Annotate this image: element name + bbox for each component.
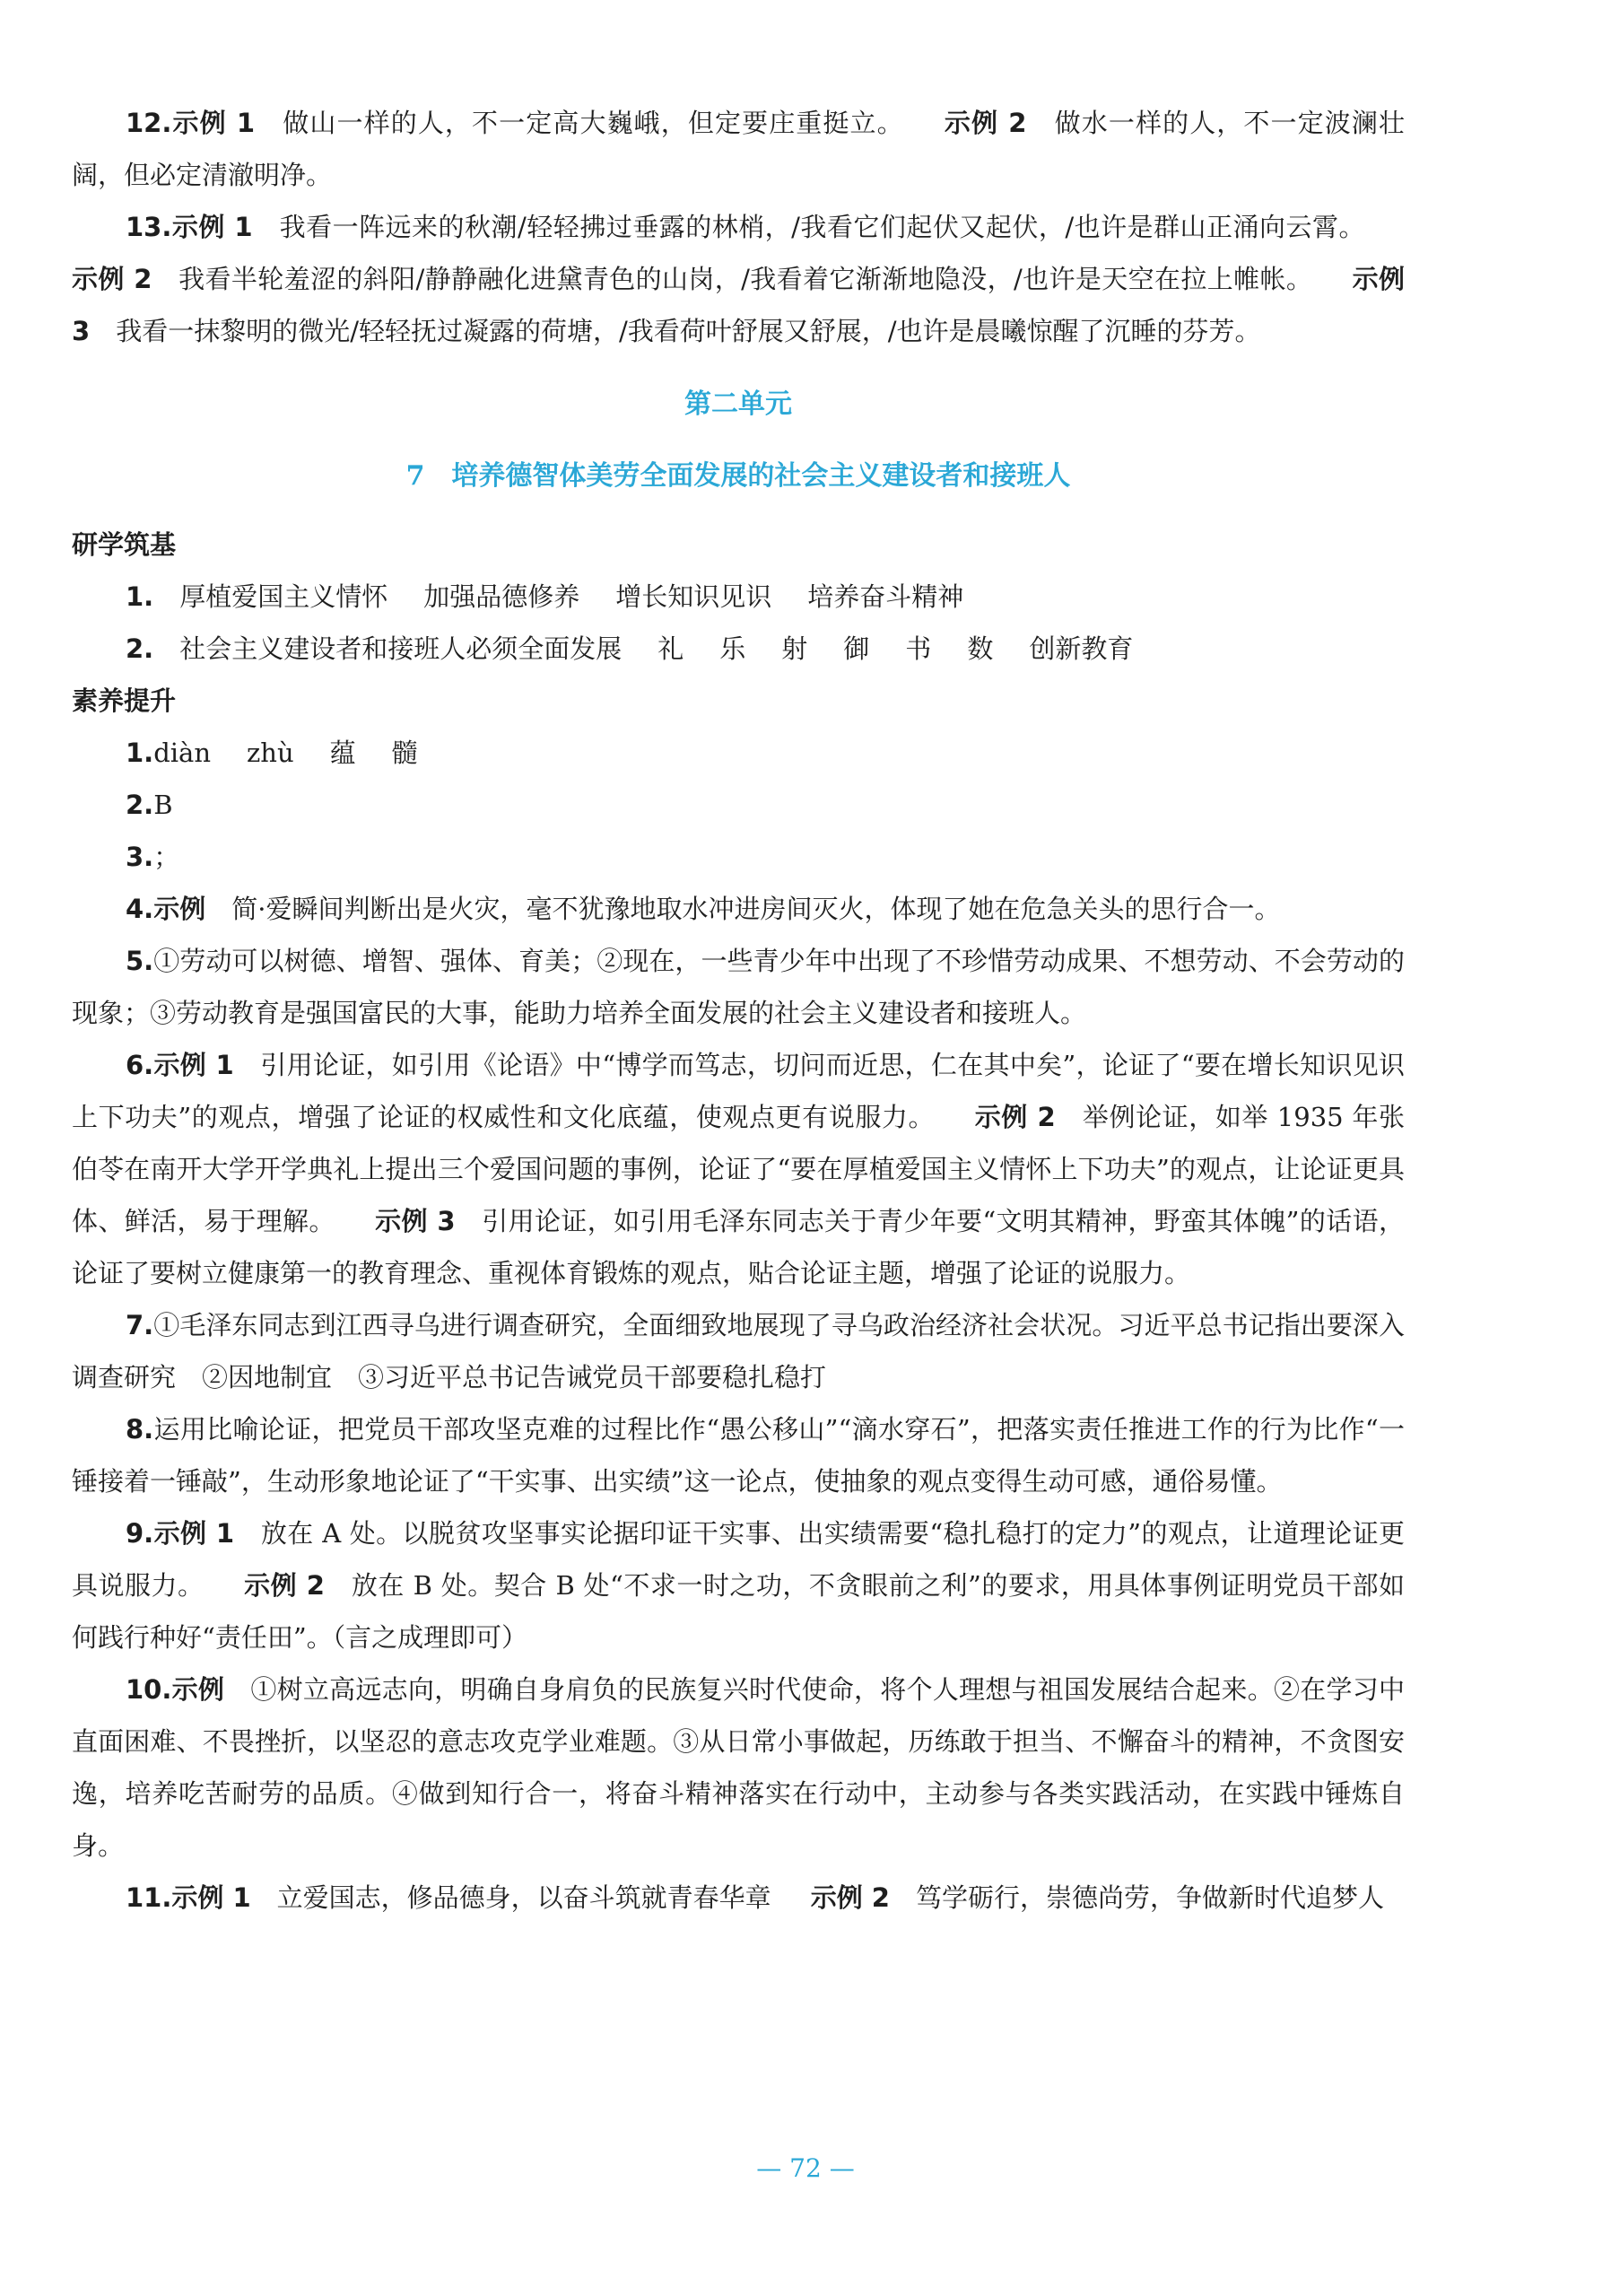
answer-s10: 10.示例 ①树立高远志向，明确自身肩负的民族复兴时代使命，将个人理想与祖国发展结合起来。②在学习中直面困难、不畏挫折，以坚忍的意志攻克学业难题。③从日常小事做起，历练敢于担当、不懈奋斗的精神，不贪图安逸，培养吃苦耐劳的品质。④做到知行合一，将奋斗精神落实在行动中，主动参与各类实践活动，在实践中锤炼自身。: [72, 1674, 1405, 1861]
answer-s7: 7.①毛泽东同志到江西寻乌进行调查研究，全面细致地展现了寻乌政治经济社会状况。习近平总书记指出要深入调查研究 ②因地制宜 ③习近平总书记告诫党员干部要稳扎稳打: [72, 1310, 1405, 1392]
answer-s4: 4.示例 简·爱瞬间判断出是火灾，毫不犹豫地取水冲进房间灭火，体现了她在危急关头的思行合一。: [126, 894, 1281, 924]
section-heading-literacy: 素养提升: [72, 685, 177, 716]
section-heading-research: 研学筑基: [72, 529, 177, 560]
answer-s6: 6.示例 1 引用论证，如引用《论语》中“博学而笃志，切问而近思，仁在其中矣”，论证了“要在增长知识见识上下功夫”的观点，增强了论证的权威性和文化底蕴，使观点更有说服力。 示例 2 举例论证，如举 1935 年张伯苓在南开大学开学典礼上提出三个爱国问题的事例，论证了“要在厚植爱国主义情怀上下功夫”的观点，让论证更具体、鲜活，易于理解。 示例 3 引用论证，如引用毛泽东同志关于青少年要“文明其精神，野蛮其体魄”的话语，论证了要树立健康第一的教育理念、重视体育锻炼的观点，贴合论证主题，增强了论证的说服力。: [72, 1050, 1405, 1288]
answer-s5: 5.①劳动可以树德、增智、强体、育美；②现在，一些青少年中出现了不珍惜劳动成果、不想劳动、不会劳动的现象；③劳动教育是强国富民的大事，能助力培养全面发展的社会主义建设者和接班人。: [72, 946, 1405, 1028]
answer-r2: 2. 社会主义建设者和接班人必须全面发展 礼 乐 射 御 书 数 创新教育: [126, 633, 1134, 664]
answer-s1: 1.diàn zhù 蕴 髓: [126, 738, 418, 768]
unit-title: 第二单元: [684, 388, 792, 420]
page-number: — 72 —: [756, 2153, 855, 2183]
answer-s8: 8.运用比喻论证，把党员干部攻坚克难的过程比作“愚公移山”“滴水穿石”，把落实责任推进工作的行为比作“一锤接着一锤敲”，生动形象地论证了“干实事、出实绩”这一论点，使抽象的观点变得生动可感，通俗易懂。: [72, 1414, 1405, 1497]
lesson-title: 7 培养德智体美劳全面发展的社会主义建设者和接班人: [405, 460, 1071, 492]
answer-s9: 9.示例 1 放在 A 处。以脱贫攻坚事实论据印证干实事、出实绩需要“稳扎稳打的定力”的观点，让道理论证更具说服力。 示例 2 放在 B 处。契合 B 处“不求一时之功，不贪眼前之利”的要求，用具体事例证明党员干部如何践行种好“责任田”。（言之成理即可）: [72, 1518, 1405, 1653]
answer-r1: 1. 厚植爱国主义情怀 加强品德修养 增长知识见识 培养奋斗精神: [126, 581, 964, 612]
answer-s11: 11.示例 1 立爱国志，修品德身，以奋斗筑就青春华章 示例 2 笃学砺行，崇德尚劳，争做新时代追梦人: [126, 1882, 1384, 1913]
answer-q13: 13.示例 1 我看一阵远来的秋潮/轻轻拂过垂露的林梢，/我看它们起伏又起伏，/也许是群山正涌向云霄。示例 2 我看半轮羞涩的斜阳/静静融化进黛青色的山岗，/我看着它渐渐地隐没，/也许是天空在拉上帷帐。 示例 3 我看一抹黎明的微光/轻轻抚过凝露的荷塘，/我看荷叶舒展又舒展，/也许是晨曦惊醒了沉睡的芬芳。: [72, 212, 1405, 346]
answer-s3: 3.；: [126, 842, 180, 872]
answer-q12: 12.示例 1 做山一样的人，不一定高大巍峨，但定要庄重挺立。 示例 2 做水一样的人，不一定波澜壮阔，但必定清澈明净。: [72, 108, 1405, 190]
answer-s2: 2.B: [126, 790, 173, 820]
